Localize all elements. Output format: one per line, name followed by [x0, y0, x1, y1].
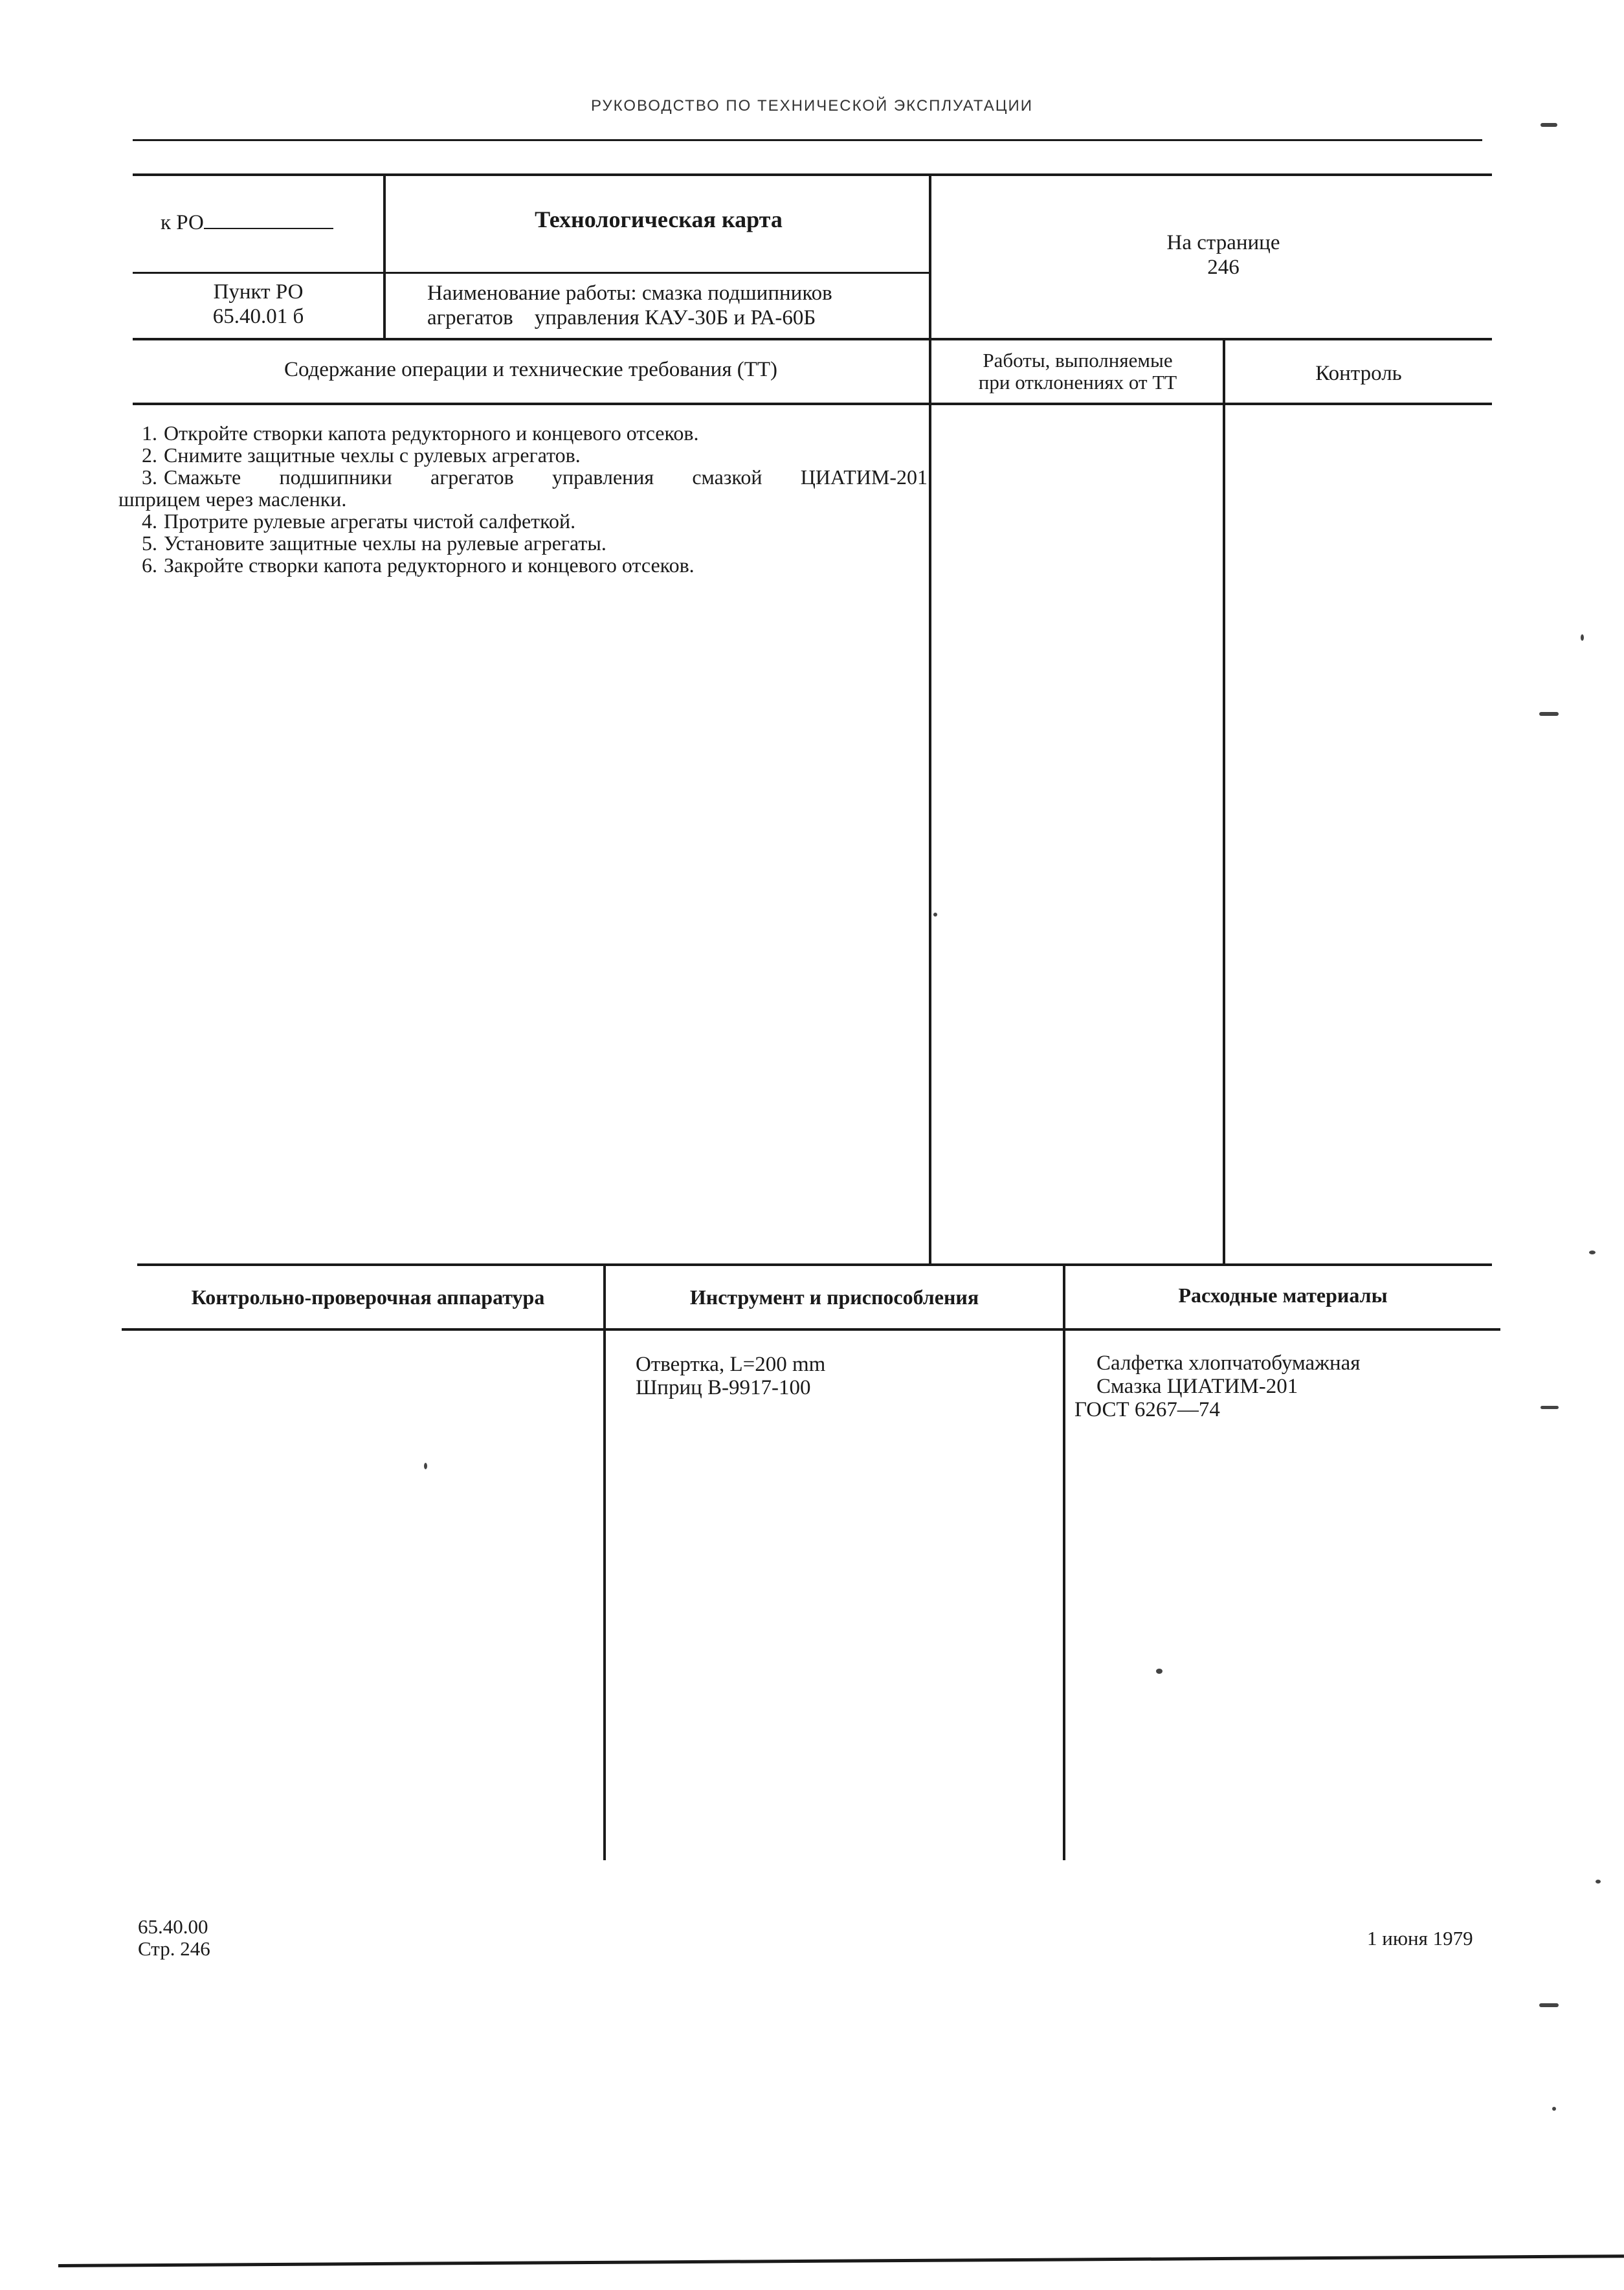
table-bottom-border	[137, 1263, 1492, 1266]
operation-text: Протрите рулевые агрегаты чистой салфеткой.	[164, 509, 576, 533]
running-head: РУКОВОДСТВО ПО ТЕХНИЧЕСКОЙ ЭКСПЛУАТАЦИИ	[590, 97, 1034, 115]
material-item: Салфетка хлопчатобумажная	[1096, 1351, 1361, 1375]
header-row-divider	[133, 272, 930, 274]
work-name-line-1: Наименование работы: смазка подшипников	[427, 282, 832, 305]
operation-item	[118, 554, 928, 576]
item-ro-label: Пункт РО	[213, 280, 304, 304]
scan-speck	[1552, 2107, 1556, 2111]
header-bottom-border	[133, 338, 1492, 340]
scan-speck	[1156, 1669, 1162, 1674]
item-ro-cell	[133, 280, 384, 329]
tool-item: Отвертка, L=200 mm	[636, 1353, 826, 1376]
footer-page: Стр. 246	[138, 1937, 210, 1960]
operation-text: Установите защитные чехлы на рулевые агрегаты.	[164, 531, 606, 555]
footer-left	[138, 1916, 210, 1960]
column-header-content: Содержание операции и технические требования (ТТ)	[284, 358, 778, 381]
operation-text: Закройте створки капота редукторного и концевого отсеков.	[164, 553, 695, 577]
operation-number: 4.	[142, 509, 157, 533]
card-title: Технологическая карта	[535, 206, 783, 232]
page-label: На странице	[1166, 231, 1280, 254]
operation-number: 3.	[142, 465, 157, 489]
tool-item: Шприц В-9917-100	[636, 1376, 811, 1399]
top-rule	[133, 139, 1482, 141]
operation-word: подшипники	[279, 465, 392, 489]
material-item: ГОСТ 6267—74	[1074, 1398, 1220, 1421]
divider-main-column	[929, 173, 931, 1265]
scan-speck	[1539, 712, 1559, 716]
ref-ro-cell	[161, 206, 333, 235]
deviations-line-1: Работы, выполняемые	[983, 349, 1173, 372]
material-item: Смазка ЦИАТИМ-201	[1096, 1375, 1298, 1398]
page-number: 246	[1207, 256, 1240, 279]
ref-ro-label: к РО	[161, 211, 204, 234]
deviations-line-2: при отклонениях от ТТ	[978, 371, 1177, 394]
operation-word: ЦИАТИМ-201	[800, 465, 928, 489]
scan-speck	[1541, 123, 1557, 127]
scan-edge-rule	[58, 2254, 1624, 2267]
lower-header-bottom-border	[122, 1328, 1500, 1331]
operation-continuation: шприцем через масленки.	[118, 487, 347, 511]
operation-item	[118, 422, 928, 444]
page-ref-cell	[932, 230, 1515, 280]
column-header-deviations	[932, 350, 1223, 394]
lower-header-apparatus: Контрольно-проверочная аппаратура	[191, 1285, 545, 1309]
work-name-line-2: агрегатов управления КАУ-30Б и РА-60Б	[427, 306, 816, 329]
scan-speck	[1581, 634, 1584, 641]
ref-ro-blank	[204, 206, 333, 229]
scan-speck	[1589, 1251, 1596, 1254]
lower-divider-2	[1063, 1263, 1065, 1860]
scan-speck	[1541, 1406, 1559, 1409]
divider-control-column	[1223, 338, 1225, 1265]
operation-text: Снимите защитные чехлы с рулевых агрегатов.	[164, 443, 581, 467]
lower-header-materials: Расходные материалы	[1178, 1284, 1388, 1307]
work-name-cell	[427, 281, 926, 330]
lower-divider-1	[603, 1263, 606, 1860]
operation-word: агрегатов	[430, 465, 514, 489]
operation-text: Откройте створки капота редукторного и концевого отсеков.	[164, 421, 699, 445]
item-ro-value: 65.40.01 б	[212, 305, 304, 328]
operation-item	[118, 466, 928, 488]
table-top-border	[133, 173, 1492, 176]
scan-speck	[424, 1463, 427, 1469]
scan-speck	[1596, 1880, 1601, 1884]
scan-speck	[933, 913, 937, 917]
operation-word: управления	[551, 465, 654, 489]
operation-text-justified	[118, 466, 928, 488]
scan-speck	[1539, 2003, 1559, 2007]
column-header-control: Контроль	[1315, 362, 1402, 385]
materials-list	[1074, 1351, 1361, 1421]
operation-word: Смажьте	[164, 465, 241, 489]
tools-list	[636, 1353, 825, 1399]
operation-item	[118, 510, 928, 532]
operation-item	[118, 444, 928, 466]
operation-number: 6.	[142, 553, 157, 577]
lower-header-tools: Инструмент и приспособления	[689, 1285, 979, 1309]
operation-item	[118, 532, 928, 554]
footer-date: 1 июня 1979	[1367, 1927, 1473, 1950]
operation-number: 5.	[142, 531, 157, 555]
operation-number: 1.	[142, 421, 157, 445]
operations-list	[118, 422, 928, 576]
column-header-bottom-border	[133, 403, 1492, 405]
footer-section: 65.40.00	[138, 1915, 208, 1938]
operation-word: смазкой	[692, 465, 762, 489]
operation-number: 2.	[142, 443, 157, 467]
